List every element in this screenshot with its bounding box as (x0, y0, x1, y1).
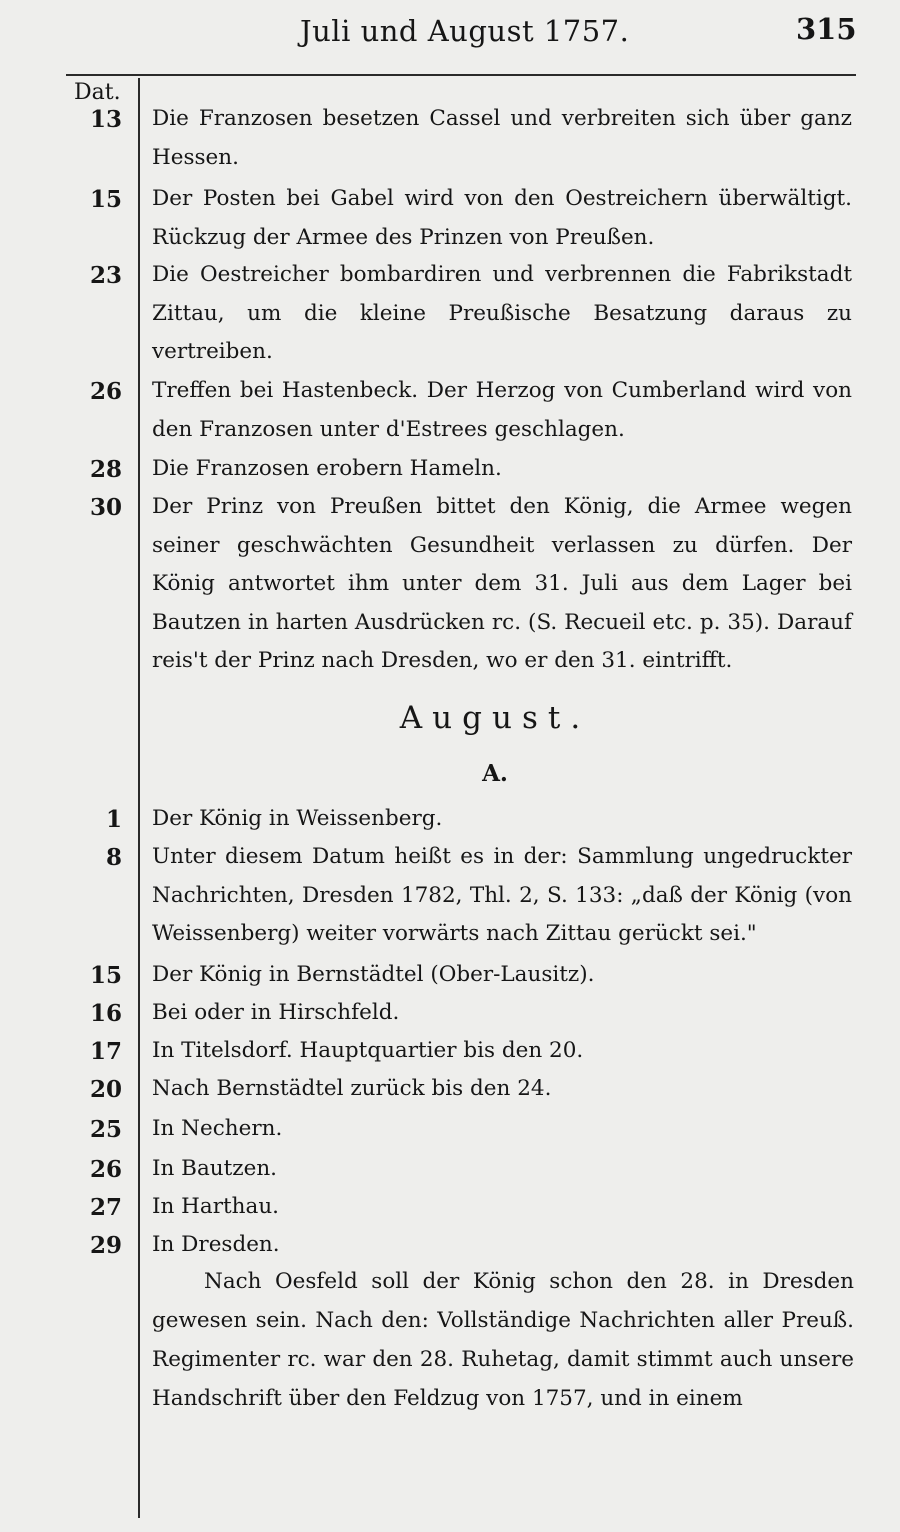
entry-day: 16 (89, 1000, 122, 1027)
entry-day: 30 (89, 494, 122, 521)
entry-day: 28 (89, 456, 122, 483)
entry-text: Treffen bei Hastenbeck. Der Herzog von Cumberland wird von den Franzosen unter d'Estrees geschlagen. (152, 378, 852, 442)
column-divider (138, 78, 140, 1518)
entry-text: In Harthau. (152, 1194, 280, 1219)
entry-day: 13 (89, 106, 122, 133)
entry-day: 1 (105, 806, 122, 833)
entry-text: Unter diesem Datum heißt es in der: Sammlung ungedruckter Nachrichten, Dresden 1782, Thl. 2, S. 133: „daß der König (von Weissenberg) weiter vorwärts nach Zittau gerückt sei." (152, 844, 852, 946)
entry-day: 8 (105, 844, 122, 871)
entry-text: Der Prinz von Preußen bittet den König, die Armee wegen seiner geschwächten Gesundheit verlassen zu dürfen. Der König antwortet ihm unter dem 31. Juli aus dem Lager bei Bautzen in harten Ausdrücken rc. (S. Recueil etc. p. 35). Darauf reis't der Prinz nach Dresden, wo er den 31. eintrifft. (152, 494, 852, 673)
entry-day: 26 (89, 1156, 122, 1183)
running-title: Juli und August 1757. (300, 14, 630, 48)
entry-text: Der König in Weissenberg. (152, 806, 443, 831)
entry-text: Die Franzosen besetzen Cassel und verbreiten sich über ganz Hessen. (152, 106, 852, 170)
date-column-label: Dat. (74, 80, 121, 105)
entry-text: Die Franzosen erobern Hameln. (152, 456, 502, 481)
entry-text: Nach Bernstädtel zurück bis den 24. (152, 1076, 552, 1101)
entry-text: In Nechern. (152, 1116, 283, 1141)
entry-text: Die Oestreicher bombardiren und verbrennen die Fabrikstadt Zittau, um die kleine Preußische Besatzung daraus zu vertreiben. (152, 262, 852, 364)
entry-day: 17 (89, 1038, 122, 1065)
entry-day: 26 (89, 378, 122, 405)
entry-text: In Bautzen. (152, 1156, 278, 1181)
page-number: 315 (796, 12, 857, 46)
entry-text: Bei oder in Hirschfeld. (152, 1000, 400, 1025)
entry-text: Der Posten bei Gabel wird von den Oestreichern überwältigt. Rückzug der Armee des Prinzen von Preußen. (152, 186, 852, 250)
entry-day: 25 (89, 1116, 122, 1143)
entry-day: 15 (89, 962, 122, 989)
month-heading: August. (399, 700, 591, 736)
entry-day: 27 (89, 1194, 122, 1221)
entry-text: In Titelsdorf. Hauptquartier bis den 20. (152, 1038, 584, 1063)
entry-day: 15 (89, 186, 122, 213)
entry-day: 29 (89, 1232, 122, 1259)
closing-note: Nach Oesfeld soll der König schon den 28. in Dresden gewesen sein. Nach den: Vollständige Nachrichten aller Preuß. Regimenter rc. war den 28. Ruhetag, damit stimmt auch unsere Handschrift über den Feldzug von 1757, und in einem (152, 1269, 854, 1411)
section-heading: A. (482, 760, 508, 787)
header-rule (66, 74, 856, 76)
entry-day: 20 (89, 1076, 122, 1103)
entry-day: 23 (89, 262, 122, 289)
entry-text: Der König in Bernstädtel (Ober-Lausitz). (152, 962, 595, 987)
entry-text: In Dresden. (152, 1232, 280, 1257)
